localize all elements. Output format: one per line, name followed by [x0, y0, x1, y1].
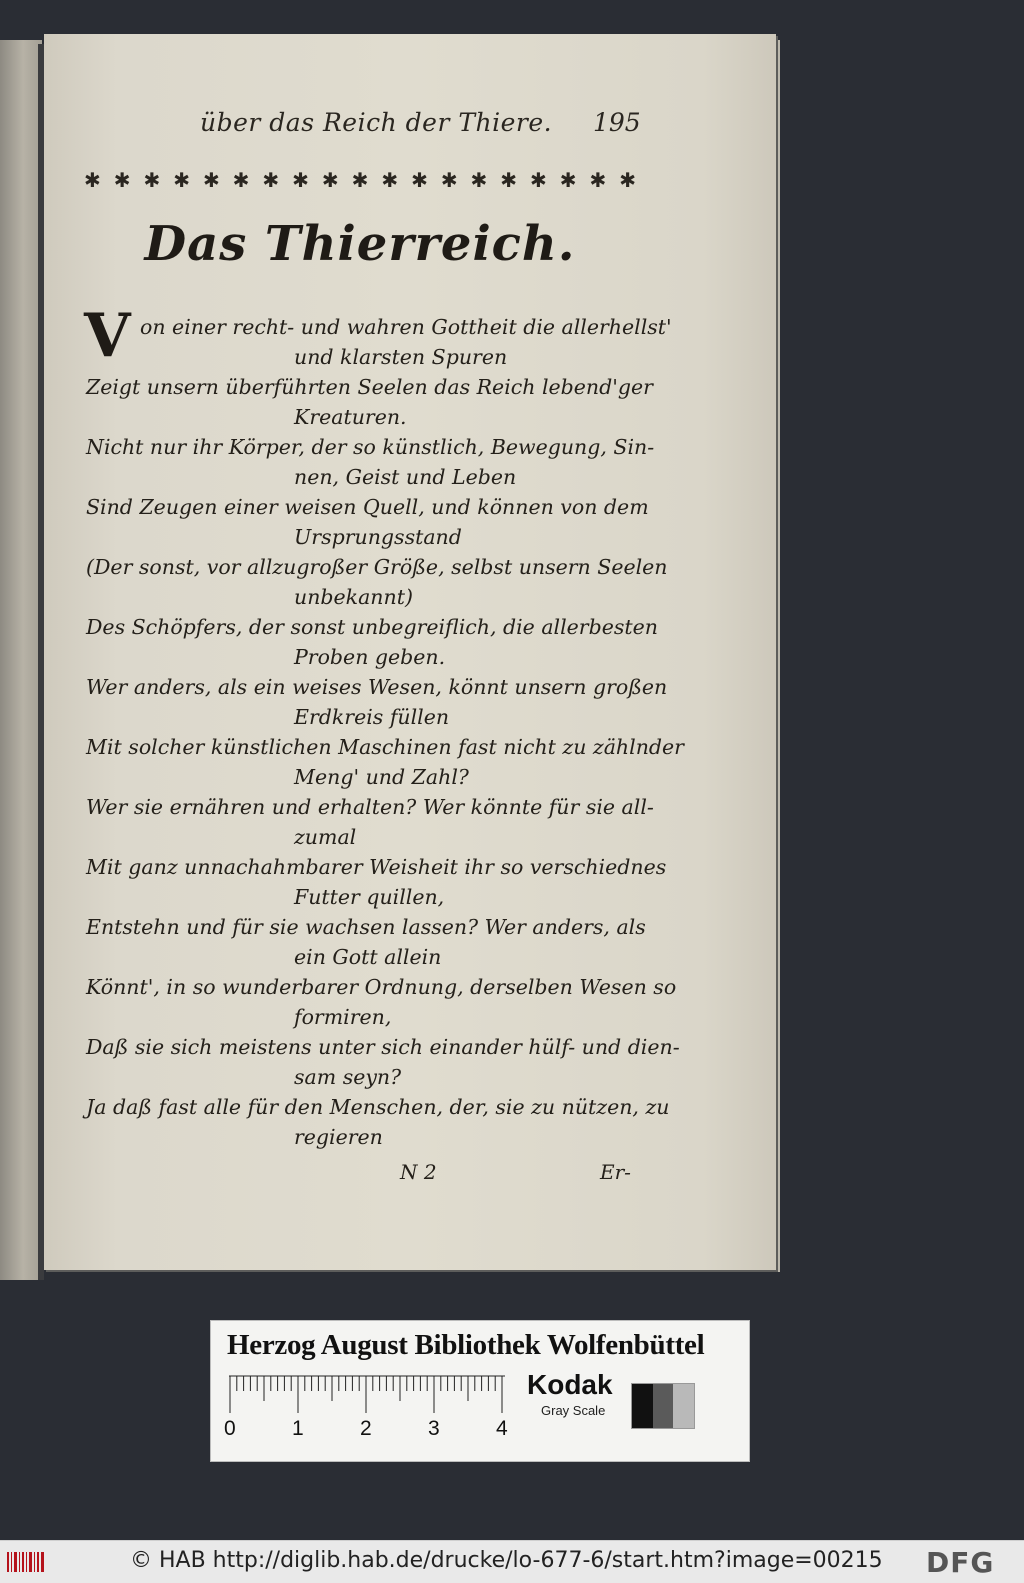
ruler-number: 1	[292, 1417, 304, 1440]
ornament-star-icon: ✱	[232, 168, 250, 192]
verse-continuation: unbekannt)	[294, 585, 413, 609]
page-number: 195	[593, 108, 641, 137]
verse-continuation: Proben geben.	[294, 645, 446, 669]
ornament-star-icon: ✱	[411, 168, 428, 192]
catchword: Er-	[600, 1160, 631, 1184]
running-head: über das Reich der Thiere.	[200, 108, 553, 137]
ornament-star-icon: ✱	[440, 168, 458, 192]
gray-patch	[653, 1384, 674, 1428]
ornament-star-icon: ✱	[262, 168, 280, 192]
gray-patches	[631, 1383, 695, 1429]
verse-line: Sind Zeugen einer weisen Quell, und können von dem	[86, 495, 649, 519]
ornament-star-icon: ✱	[559, 168, 577, 192]
verse-continuation: Ursprungsstand	[294, 525, 462, 549]
ruler-number: 2	[360, 1417, 372, 1440]
verse-continuation: Futter quillen,	[294, 885, 445, 909]
verse-continuation: nen, Geist und Leben	[294, 465, 517, 489]
ornament-rule	[84, 168, 636, 192]
ornament-star-icon: ✱	[470, 168, 488, 192]
verse-continuation: zumal	[294, 825, 357, 849]
color-calibration-bar	[210, 1320, 750, 1462]
verse-continuation: Erdkreis füllen	[294, 705, 450, 729]
ruler-number: 4	[496, 1417, 508, 1440]
gray-patch	[673, 1384, 694, 1428]
gray-scale-label: Gray Scale	[541, 1403, 606, 1418]
verse-line: Mit solcher künstlichen Maschinen fast nicht zu zählnder	[86, 735, 684, 759]
verse-continuation: und klarsten Spuren	[294, 345, 508, 369]
verse-continuation: Kreaturen.	[294, 405, 407, 429]
ornament-star-icon: ✱	[500, 168, 518, 192]
verse-line: Könnt', in so wunderbarer Ordnung, derselben Wesen so	[86, 975, 677, 999]
ornament-star-icon: ✱	[619, 168, 636, 192]
ornament-star-icon: ✱	[173, 168, 190, 192]
barcode-logo-icon	[6, 1550, 46, 1574]
ornament-star-icon: ✱	[381, 168, 399, 192]
verse-line: Nicht nur ihr Körper, der so künstlich, Bewegung, Sin-	[86, 435, 655, 459]
verse-line: (Der sonst, vor allzugroßer Größe, selbst unsern Seelen	[86, 555, 668, 579]
verse-line: Wer anders, als ein weises Wesen, könnt unsern großen	[86, 675, 668, 699]
verse-line: Ja daß fast alle für den Menschen, der, sie zu nützen, zu	[86, 1095, 670, 1119]
ornament-star-icon: ✱	[84, 168, 101, 192]
verse-line: Entstehn und für sie wachsen lassen? Wer anders, als	[86, 915, 646, 939]
ornament-star-icon: ✱	[351, 168, 369, 192]
ornament-star-icon: ✱	[589, 168, 607, 192]
ruler-number: 3	[428, 1417, 440, 1440]
verse-line: Zeigt unsern überführten Seelen das Reich lebend'ger	[86, 375, 653, 399]
poem-text	[86, 312, 684, 1152]
gray-patch	[632, 1384, 653, 1428]
verse-continuation: sam seyn?	[294, 1065, 402, 1089]
verse-continuation: Meng' und Zahl?	[294, 765, 469, 789]
verse-line: Mit ganz unnachahmbarer Weisheit ihr so verschiednes	[86, 855, 667, 879]
ornament-star-icon: ✱	[530, 168, 547, 192]
verse-line: Wer sie ernähren und erhalten? Wer könnte für sie all-	[86, 795, 654, 819]
chapter-title: Das Thierreich.	[144, 216, 576, 272]
dfg-logo: DFG	[926, 1546, 995, 1579]
verse-continuation: ein Gott allein	[294, 945, 442, 969]
kodak-logo: Kodak	[527, 1369, 613, 1400]
source-link[interactable]: © HAB http://diglib.hab.de/drucke/lo-677-6/start.htm?image=00215	[130, 1548, 883, 1573]
ornament-star-icon: ✱	[202, 168, 220, 192]
verse-line: Daß sie sich meistens unter sich einander hülf- und dien-	[86, 1035, 680, 1059]
ornament-star-icon: ✱	[321, 168, 339, 192]
ornament-star-icon: ✱	[292, 168, 309, 192]
drop-cap: V	[84, 301, 131, 371]
ruler-numbers	[223, 1417, 523, 1443]
signature-mark: N 2	[400, 1160, 437, 1184]
footer-bar	[0, 1540, 1024, 1583]
ornament-star-icon: ✱	[143, 168, 161, 192]
verse-line: Des Schöpfers, der sonst unbegreiflich, die allerbesten	[86, 615, 658, 639]
verse-line: on einer recht- und wahren Gottheit die allerhellst'	[140, 315, 672, 339]
library-name: Herzog August Bibliothek Wolfenbüttel	[227, 1329, 705, 1361]
verse-continuation: regieren	[294, 1125, 383, 1149]
verse-continuation: formiren,	[294, 1005, 392, 1029]
ornament-star-icon: ✱	[113, 168, 131, 192]
ruler-scale	[229, 1375, 511, 1415]
ruler-number: 0	[224, 1417, 236, 1440]
facing-page-strip	[0, 40, 42, 1280]
